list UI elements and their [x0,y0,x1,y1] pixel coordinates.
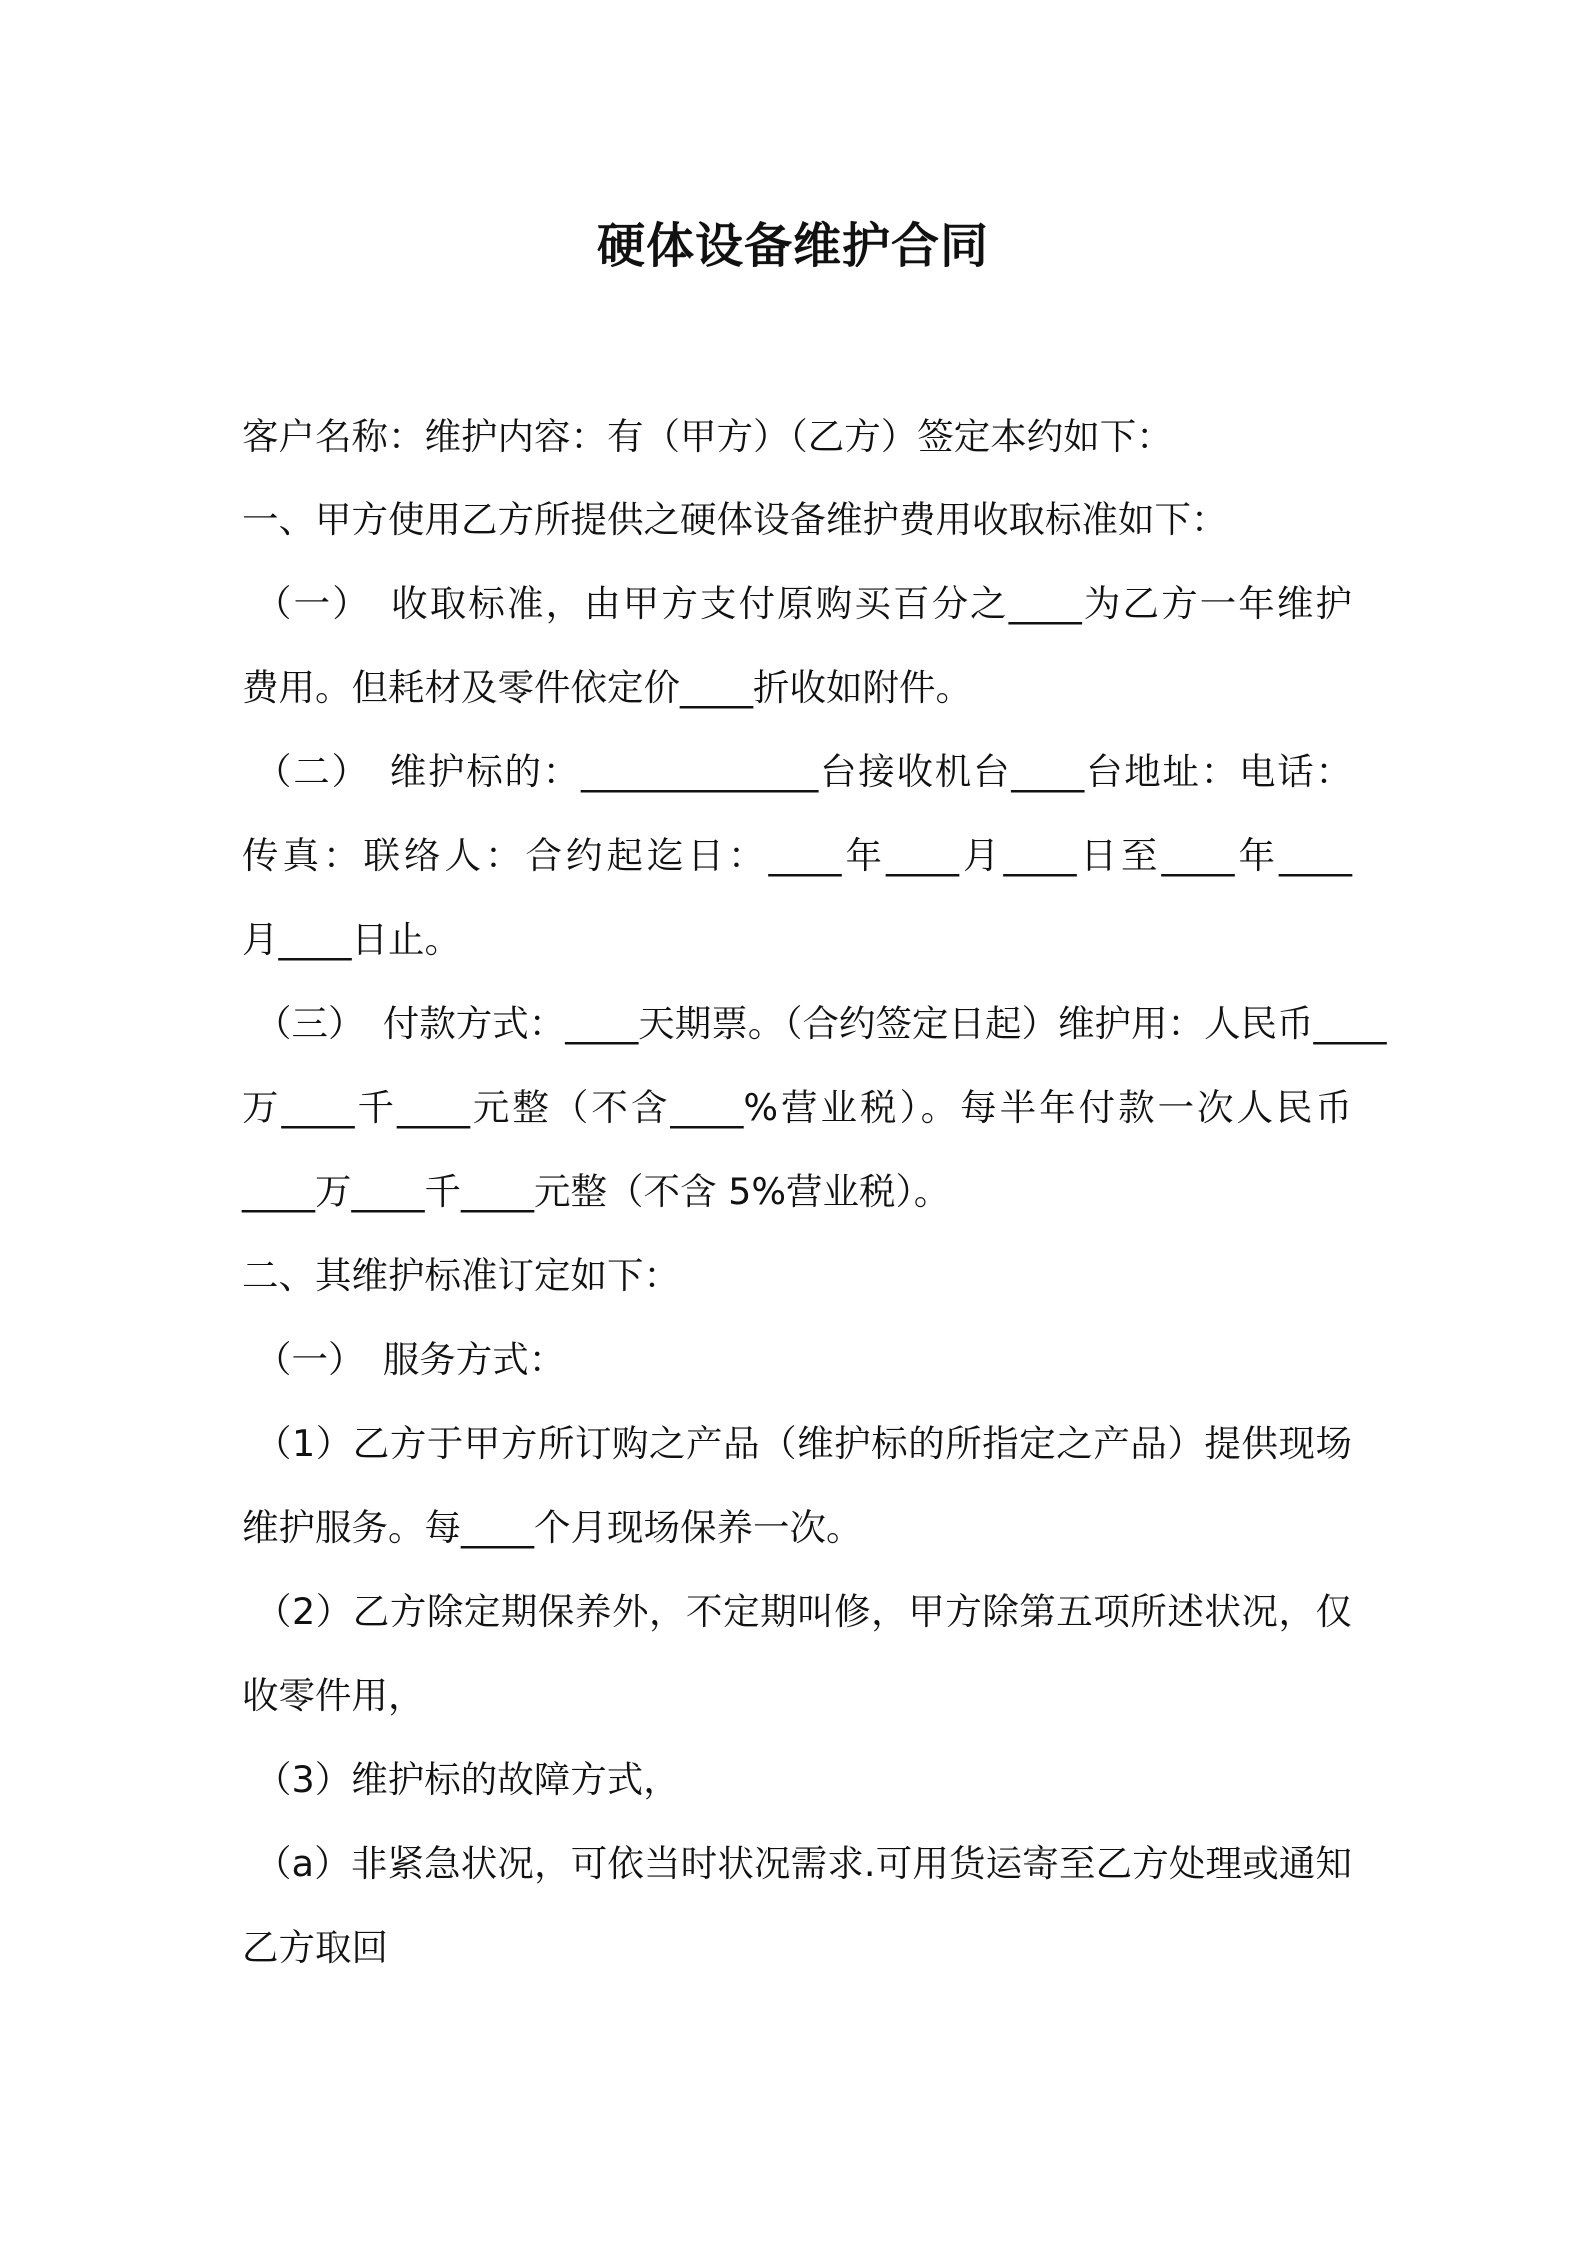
clause-1-1-cont: 费用。但耗材及零件依定价____折收如附件。 [242,666,972,709]
clause-2-1-item-1: （1）乙方于甲方所订购之产品（维护标的所指定之产品）提供现场 [255,1422,1352,1465]
clause-2-1-item-2: （2）乙方除定期保养外，不定期叫修，甲方除第五项所述状况，仅 [255,1590,1352,1633]
clause-1-2-end: 月____日止。 [242,918,461,961]
clause-1-3-cont: 万____千____元整（不含____%营业税）。每半年付款一次人民币 [242,1086,1352,1129]
clause-2-1: （一） 服务方式： [255,1338,566,1381]
contract-line-client: 客户名称：维护内容：有（甲方）（乙方）签定本约如下： [242,415,1173,458]
clause-1-2: （二） 维护标的：_____________台接收机台____台地址：电话： [255,750,1352,793]
clause-1-3-end: ____万____千____元整（不含 5%营业税）。 [242,1170,951,1213]
page-title: 硬体设备维护合同 [596,218,989,274]
clause-1-3: （三） 付款方式：____天期票。（合约签定日起）维护用：人民币____ [255,1002,1387,1045]
clause-1-2-cont: 传真：联络人：合约起迄日：____年____月____日至____年____ [242,834,1352,877]
clause-1-1: （一） 收取标准，由甲方支付原购买百分之____为乙方一年维护 [255,582,1352,625]
clause-2-1-item-3a-cont: 乙方取回 [242,1926,388,1969]
clause-2-1-item-1-cont: 维护服务。每____个月现场保养一次。 [242,1506,863,1549]
section-heading-2: 二、其维护标准订定如下： [242,1254,680,1297]
clause-2-1-item-2-cont: 收零件用， [242,1674,425,1717]
clause-2-1-item-3: （3）维护标的故障方式， [255,1758,680,1801]
clause-2-1-item-3a: （a）非紧急状况，可依当时状况需求.可用货运寄至乙方处理或通知 [255,1842,1352,1885]
section-heading-1: 一、甲方使用乙方所提供之硬体设备维护费用收取标准如下： [242,498,1228,541]
